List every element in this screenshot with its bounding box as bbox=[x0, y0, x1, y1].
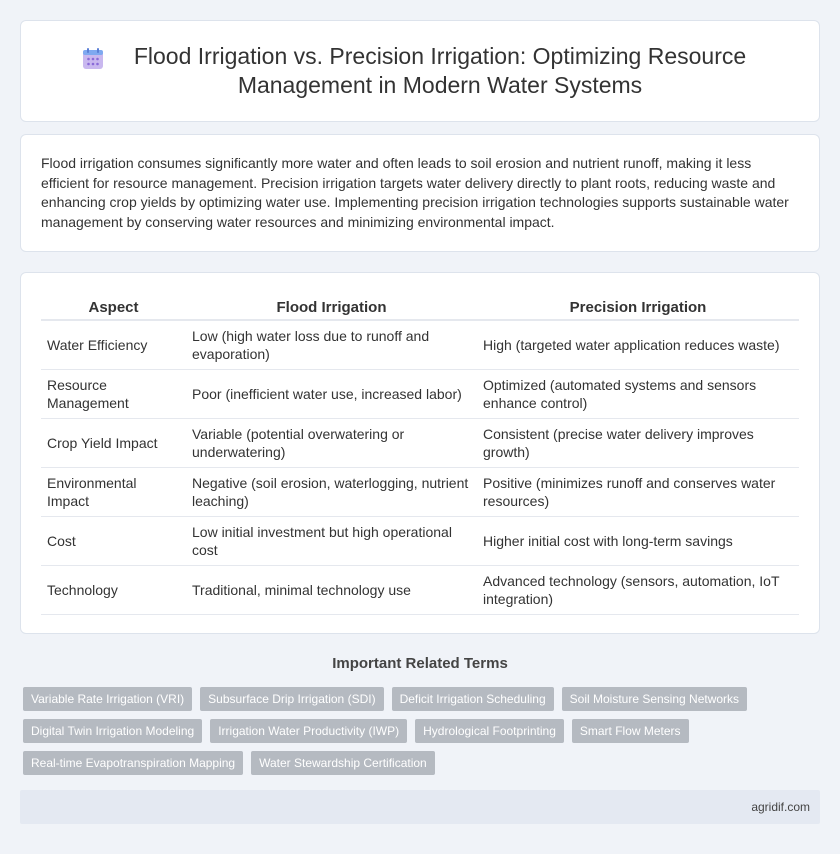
comparison-table-card bbox=[20, 272, 820, 634]
footer-site-link[interactable]: agridif.com bbox=[751, 800, 810, 814]
related-term-tag[interactable]: Real-time Evapotranspiration Mapping bbox=[23, 751, 243, 775]
aspect-cell: Resource Management bbox=[41, 370, 186, 419]
footer bbox=[20, 790, 820, 824]
related-term-tag[interactable]: Irrigation Water Productivity (IWP) bbox=[210, 719, 407, 743]
table-row bbox=[41, 419, 799, 468]
flood-cell: Traditional, minimal technology use bbox=[186, 566, 477, 615]
flood-cell: Poor (inefficient water use, increased labor) bbox=[186, 370, 477, 419]
related-term-tag[interactable]: Soil Moisture Sensing Networks bbox=[562, 687, 747, 711]
related-term-tag[interactable]: Smart Flow Meters bbox=[572, 719, 689, 743]
related-term-tag[interactable]: Hydrological Footprinting bbox=[415, 719, 564, 743]
related-term-tag[interactable]: Digital Twin Irrigation Modeling bbox=[23, 719, 202, 743]
flood-cell: Low initial investment but high operational cost bbox=[186, 517, 477, 566]
header-card bbox=[20, 20, 820, 122]
related-terms-heading: Important Related Terms bbox=[332, 655, 508, 672]
table-row bbox=[41, 566, 799, 615]
table-row bbox=[41, 320, 799, 370]
comparison-table bbox=[41, 297, 799, 615]
table-row bbox=[41, 370, 799, 419]
intro-card bbox=[20, 134, 820, 252]
table-row bbox=[41, 468, 799, 517]
aspect-cell: Technology bbox=[41, 566, 186, 615]
precision-cell: Advanced technology (sensors, automation, IoT integration) bbox=[477, 566, 799, 615]
table-row bbox=[41, 517, 799, 566]
precision-cell: Positive (minimizes runoff and conserves water resources) bbox=[477, 468, 799, 517]
related-term-tag[interactable]: Deficit Irrigation Scheduling bbox=[392, 687, 554, 711]
precision-cell: Optimized (automated systems and sensors enhance control) bbox=[477, 370, 799, 419]
flood-cell: Variable (potential overwatering or underwatering) bbox=[186, 419, 477, 468]
header-aspect: Aspect bbox=[41, 297, 186, 320]
precision-cell: Consistent (precise water delivery improves growth) bbox=[477, 419, 799, 468]
flood-cell: Negative (soil erosion, waterlogging, nutrient leaching) bbox=[186, 468, 477, 517]
header-flood-irrigation: Flood Irrigation bbox=[186, 297, 477, 320]
aspect-cell: Crop Yield Impact bbox=[41, 419, 186, 468]
aspect-cell: Environmental Impact bbox=[41, 468, 186, 517]
related-term-tag[interactable]: Variable Rate Irrigation (VRI) bbox=[23, 687, 192, 711]
header-precision-irrigation: Precision Irrigation bbox=[477, 297, 799, 320]
intro-paragraph: Flood irrigation consumes significantly more water and often leads to soil erosion and nutrient runoff, making it less efficient for resource management. Precision irrigation targets water delivery directly to plant roots, reducing waste and enhancing crop yields by optimizing water use. Implementing precision irrigation technologies supports sustainable water management by conserving water resources and minimizing environmental impact. bbox=[41, 155, 789, 230]
precision-cell: High (targeted water application reduces waste) bbox=[477, 320, 799, 370]
table-header-row bbox=[41, 297, 799, 320]
related-term-tag[interactable]: Water Stewardship Certification bbox=[251, 751, 435, 775]
flood-cell: Low (high water loss due to runoff and evaporation) bbox=[186, 320, 477, 370]
aspect-cell: Water Efficiency bbox=[41, 320, 186, 370]
related-terms-list bbox=[23, 687, 783, 783]
related-term-tag[interactable]: Subsurface Drip Irrigation (SDI) bbox=[200, 687, 383, 711]
precision-cell: Higher initial cost with long-term savings bbox=[477, 517, 799, 566]
aspect-cell: Cost bbox=[41, 517, 186, 566]
page-title: Flood Irrigation vs. Precision Irrigation: Optimizing Resource Management in Modern Water Systems bbox=[133, 43, 747, 98]
